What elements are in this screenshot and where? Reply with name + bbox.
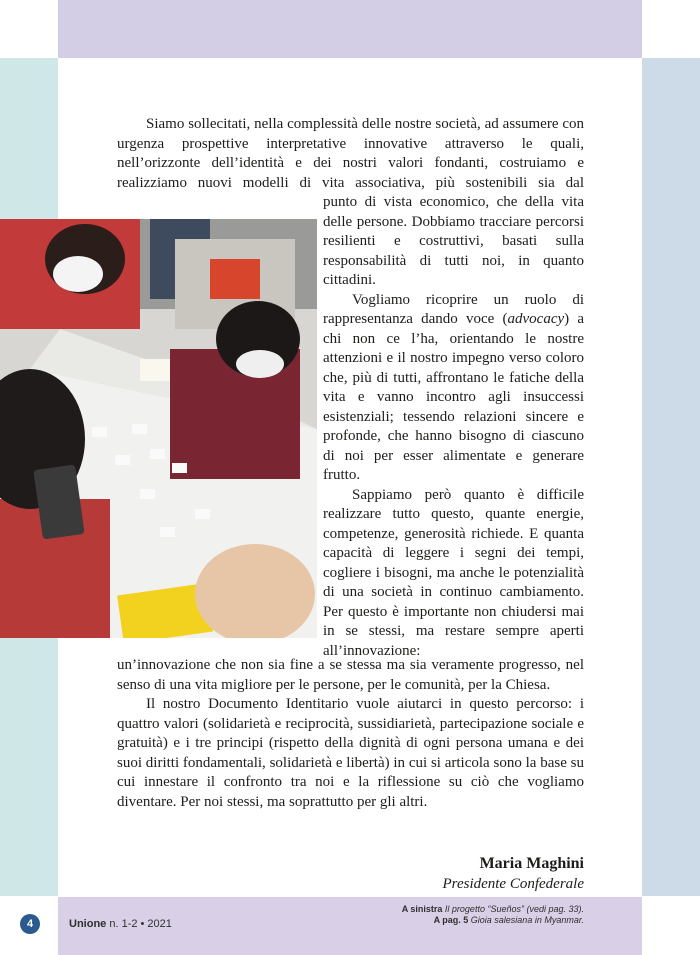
signature-name: Maria Maghini bbox=[479, 855, 584, 872]
bottom-text bbox=[117, 656, 584, 812]
photo-children-playing bbox=[0, 219, 317, 638]
caption-1-label: A sinistra bbox=[401, 904, 443, 914]
paragraph-1-intro bbox=[117, 115, 584, 193]
caption-2-text: Gioia salesiana in Myanmar. bbox=[470, 915, 584, 925]
magazine-info bbox=[69, 918, 172, 930]
paragraph-2-before: Vogliamo ricoprire un ruolo di rappresentanza dando voce ( bbox=[323, 291, 584, 327]
caption-1-text: Il progetto “Sueños” (vedi pag. 33). bbox=[444, 904, 584, 914]
caption-2-label: A pag. 5 bbox=[433, 915, 469, 925]
text-column bbox=[323, 193, 584, 661]
paragraph-3-start: Sappiamo però quanto è difficile realizzare tutto questo, quante energie, competenze, generosità richiede. E quanta capacità di leggere i segni dei tempi, cogliere i bisogni, ma anche le potenzialità di una società in continuo cambiamento. Per questo è importante non chiudersi mai in se stessi, ma restare sempre aperti all’innovazione: bbox=[323, 486, 584, 659]
photo-illustration bbox=[0, 219, 317, 638]
caption-left-photo bbox=[402, 904, 584, 914]
paragraph-3-end: un’innovazione che non sia fine a se stessa ma sia veramente progresso, nel senso di una vita migliore per le persone, per le comunità, per la Chiesa. bbox=[117, 657, 584, 693]
page-number-badge: 4 bbox=[20, 914, 40, 934]
magazine-title: Unione bbox=[69, 918, 107, 930]
right-color-band bbox=[642, 58, 700, 896]
magazine-issue: n. 1-2 • 2021 bbox=[109, 918, 172, 930]
paragraph-1-continued: punto di vista economico, che della vita delle persone. Dobbiamo tracciare percorsi resilienti e costruttivi, basati sulla responsabilità di tutti noi, in quanto cittadini. bbox=[323, 194, 584, 288]
paragraph-4: Il nostro Documento Identitario vuole aiutarci in questo percorso: i quattro valori (solidarietà e reciprocità, sussidiarietà, partecipazione sociale e gratuità) e i tre principi (rispetto della dignità di ogni persona umana e dei suoi diritti fondamentali, solidarietà e libertà) in cui si articola sono la base su cui innestare il confronto tra noi e la riflessione su ciò che vogliamo diventare. Per noi stessi, ma soprattutto per gli altri. bbox=[117, 696, 584, 810]
top-color-band bbox=[58, 0, 642, 58]
paragraph-2-after: ) a chi non ce l’ha, orientando le nostre attenzioni e il nostro impegno verso coloro che, più di tutti, affrontano le fatiche della vita e vanno incontro agli insuccessi esistenziali; tessendo relazioni sincere e profonde, che hanno bisogno di ciascuno di noi per esser alimentate e generare frutto. bbox=[323, 311, 584, 483]
signature-role: Presidente Confederale bbox=[442, 876, 584, 892]
paragraph-text: Siamo sollecitati, nella complessità delle nostre società, ad assumere con urgenza prospettive interpretative innovative attraverso le quali, nell’orizzonte dell’identità e dei nostri valori fondanti, costruiamo e realizziamo nuovi modelli di vita associativa, più sostenibili sia dal bbox=[117, 116, 584, 191]
advocacy-term: advocacy bbox=[507, 311, 565, 327]
paragraph-2 bbox=[323, 291, 584, 486]
caption-next-page bbox=[434, 915, 584, 925]
